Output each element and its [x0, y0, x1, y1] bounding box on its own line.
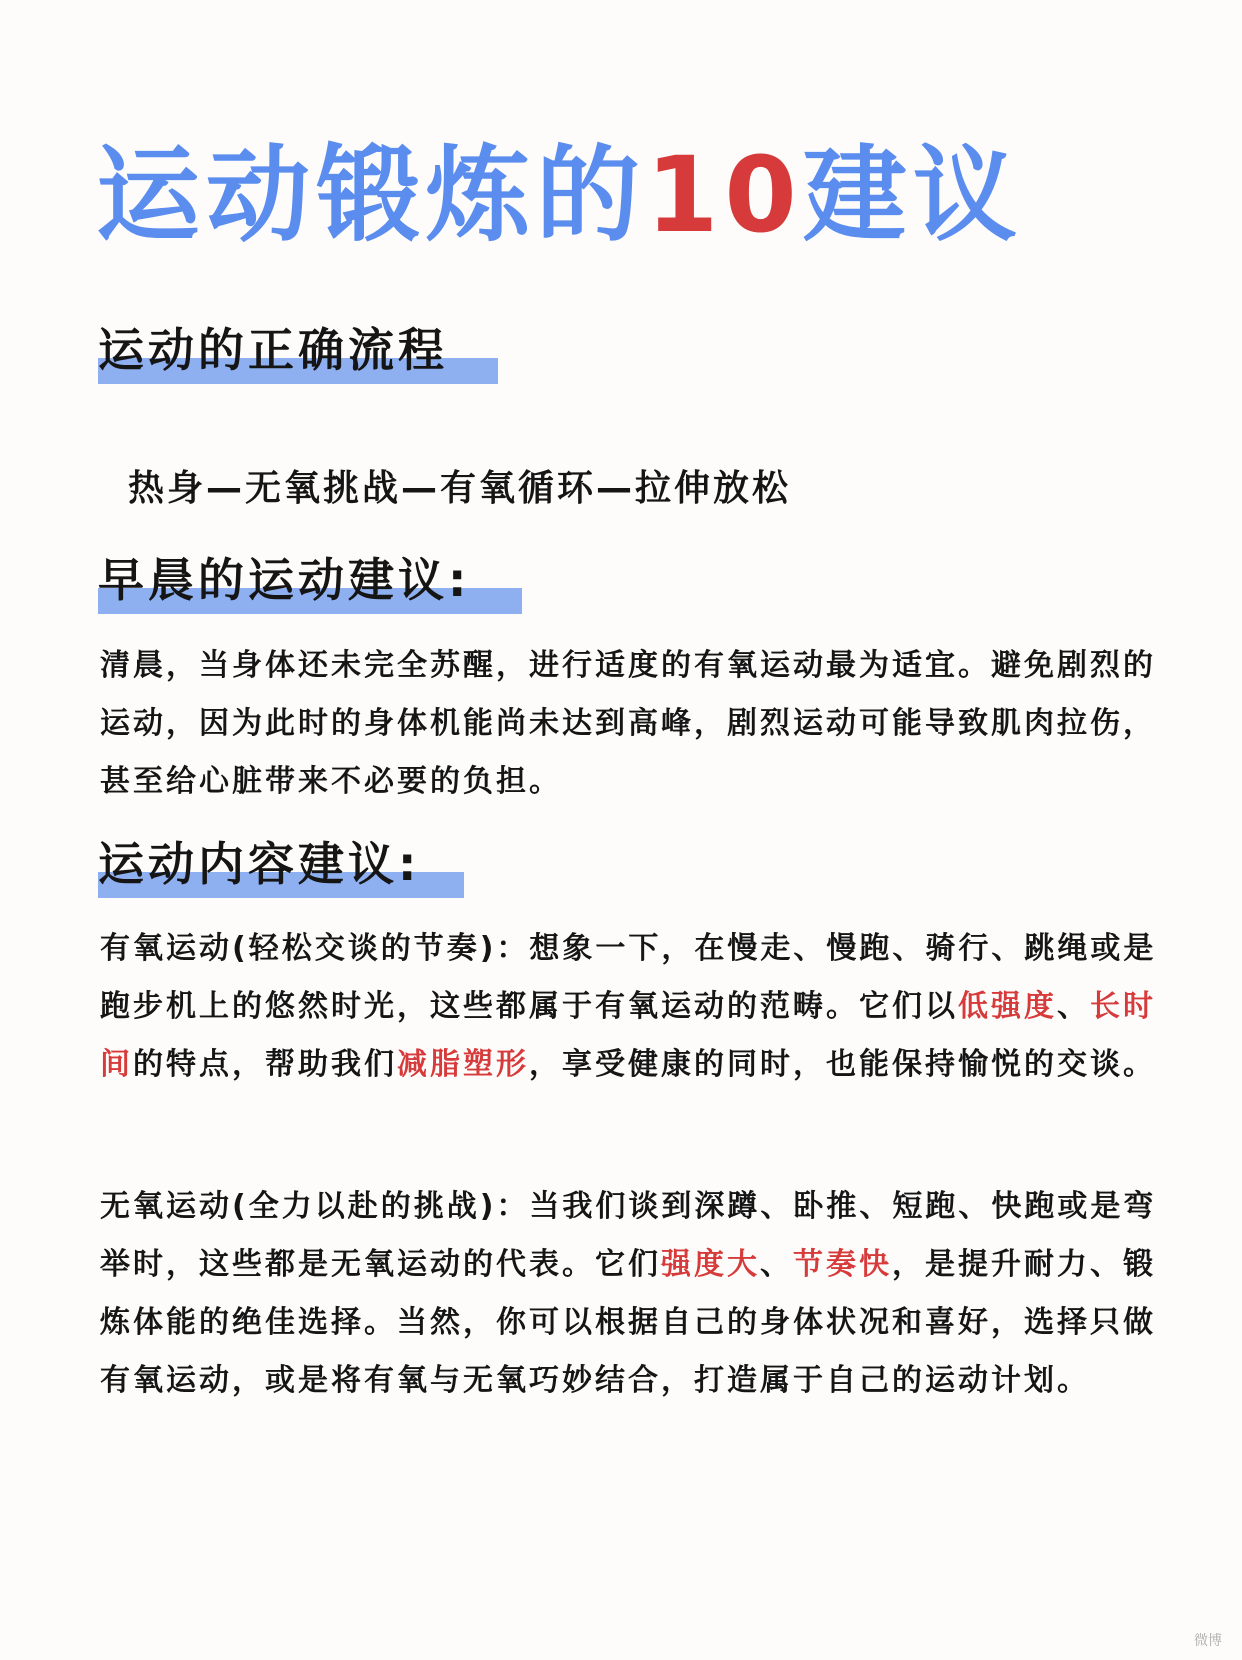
highlight-fast-pace: 节奏快 — [793, 1247, 892, 1282]
title-part1: 运动锻炼的 — [96, 134, 647, 256]
content-heading: 运动内容建议: — [98, 837, 421, 891]
morning-heading: 早晨的运动建议: — [98, 553, 471, 607]
highlight-long-duration: 长时间 — [100, 989, 1156, 1082]
flow-steps: 热身—无氧挑战—有氧循环—拉伸放松 — [128, 468, 792, 509]
title-part2: 建议 — [802, 134, 1023, 256]
flow-heading: 运动的正确流程 — [98, 323, 448, 377]
watermark: 微博 — [1194, 1633, 1222, 1649]
highlight-fat-loss: 减脂塑形 — [397, 1047, 529, 1082]
aerobic-text-2: 、 — [1057, 989, 1090, 1024]
anaerobic-paragraph — [100, 1178, 1180, 1410]
aerobic-text-3: 的特点，帮助我们 — [133, 1047, 397, 1082]
title-number: 10 — [646, 134, 803, 256]
morning-paragraph: 清晨，当身体还未完全苏醒，进行适度的有氧运动最为适宜。避免剧烈的运动，因为此时的身体机能尚未达到高峰，剧烈运动可能导致肌肉拉伤，甚至给心脏带来不必要的负担。 — [100, 648, 1156, 799]
page-title — [96, 134, 1023, 256]
anaerobic-text-3: ，是提升耐力、锻炼体能的绝佳选择。当然，你可以根据自己的身体状况和喜好，选择只做有氧运动，或是将有氧与无氧巧妙结合，打造属于自己的运动计划。 — [100, 1247, 1156, 1398]
highlight-low-intensity: 低强度 — [958, 989, 1057, 1024]
anaerobic-text-2: 、 — [760, 1247, 793, 1282]
aerobic-text-1: 有氧运动(轻松交谈的节奏)：想象一下，在慢走、慢跑、骑行、跳绳或是跑步机上的悠然时光，这些都属于有氧运动的范畴。它们以 — [100, 931, 1157, 1024]
aerobic-text-4: ，享受健康的同时，也能保持愉悦的交谈。 — [529, 1047, 1156, 1082]
anaerobic-text-1: 无氧运动(全力以赴的挑战)：当我们谈到深蹲、卧推、短跑、快跑或是弯举时，这些都是无氧运动的代表。它们 — [100, 1189, 1157, 1282]
aerobic-paragraph — [100, 920, 1180, 1094]
highlight-high-intensity: 强度大 — [661, 1247, 760, 1282]
